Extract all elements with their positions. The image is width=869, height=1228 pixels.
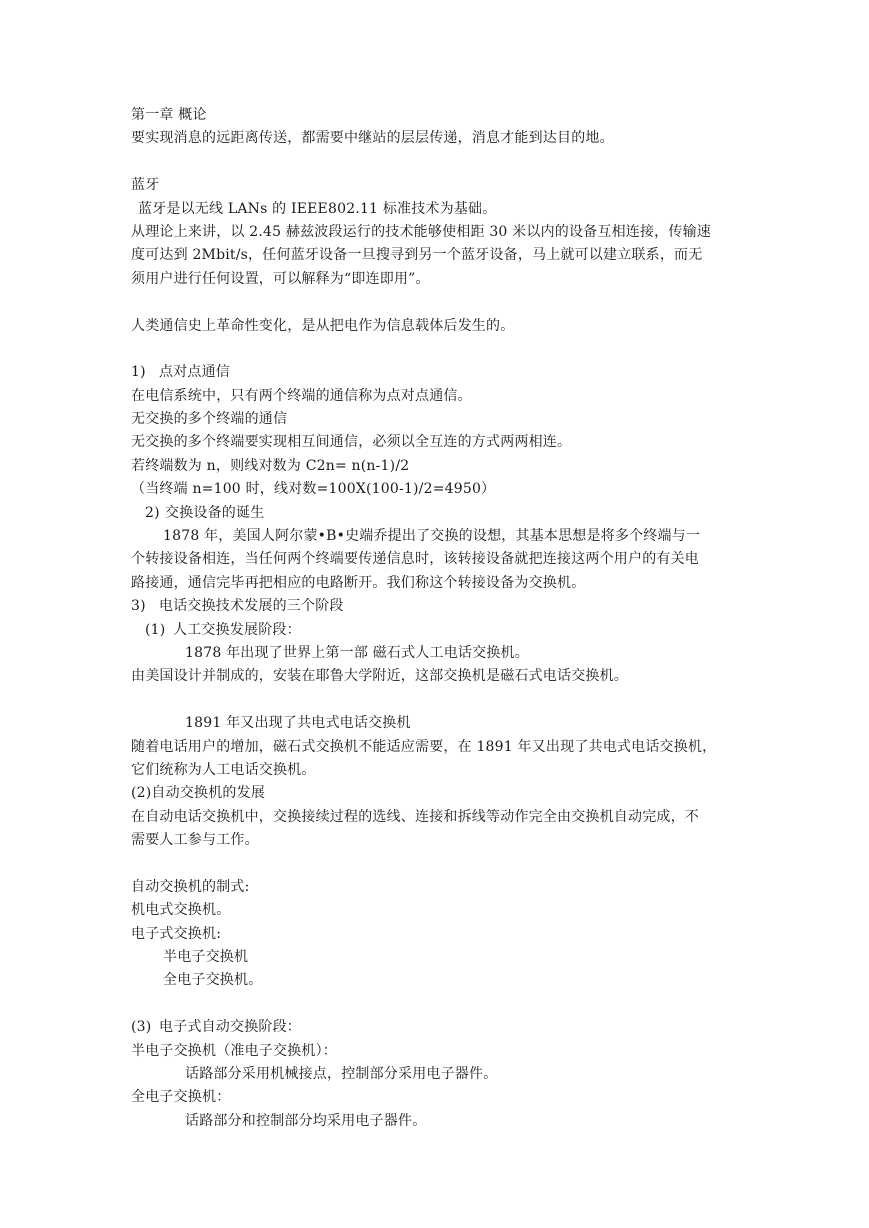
section-title: 点对点通信 [159,364,230,381]
bluetooth-line: 须用户进行任何设置，可以解释为“即连即用”。 [131,270,430,287]
bluetooth-heading: 蓝牙 [131,177,160,194]
phase-heading [131,1016,741,1039]
spacer [131,338,741,361]
phase-number: (1) [145,621,166,638]
section-heading [131,595,741,618]
paragraph: 全电子交换机： [131,1089,231,1106]
paragraph: 它们统称为人工电话交换机。 [131,761,316,778]
paragraph: 1878 年，美国人阿尔蒙•B•史端乔提出了交换的设想，其基本思想是将多个终端与一 [163,528,701,545]
section-number: 3) [131,598,146,615]
bluetooth-line: 蓝牙是以无线 LANs 的 IEEE802.11 标准技术为基础。 [138,200,497,217]
section-number: 1) [131,364,146,381]
paragraph: 1878 年出现了世界上第一部 磁石式人工电话交换机。 [185,644,529,661]
paragraph: 半电子交换机（准电子交换机）： [131,1042,337,1059]
subheading: 无交换的多个终端的通信 [131,411,288,428]
list-heading: 自动交换机的制式: [131,878,250,895]
paragraph: 在电信系统中，只有两个终端的通信称为点对点通信。 [131,387,472,404]
list-subitem: 全电子交换机。 [163,972,263,989]
bluetooth-line: 从理论上来讲，以 2.45 赫兹波段运行的技术能够使相距 30 米以内的设备互相连接，传输速 [131,223,711,240]
paragraph: 话路部分和控制部分均采用电子器件。 [185,1112,427,1129]
phase-heading: (2)自动交换机的发展 [131,785,266,802]
section-heading [131,502,741,525]
paragraph: 个转接设备相连，当任何两个终端要传递信息时，该转接设备就把连接这两个用户的有关电 [131,551,699,568]
paragraph: 在自动电话交换机中，交换接续过程的选线、连接和拆线等动作完全由交换机自动完成，不 [131,808,699,825]
spacer [131,853,741,876]
phase-title: 人工交换发展阶段： [173,621,301,638]
phase-number: (3) [131,1019,152,1036]
paragraph: 1891 年又出现了共电式电话交换机 [185,715,411,732]
paragraph: 需要人工参与工作。 [131,832,259,849]
paragraph: 无交换的多个终端要实现相互间通信，必须以全互连的方式两两相连。 [131,434,572,451]
formula-line: 若终端数为 n，则线对数为 C2n= n(n-1)/2 [131,457,410,474]
chapter-title: 第一章 概论 [131,107,207,123]
section-title: 电话交换技术发展的三个阶段 [159,598,344,615]
phase-heading [131,619,741,642]
list-item: 机电式交换机。 [131,902,231,919]
section-number: 2) [145,504,160,521]
spacer [131,689,741,712]
revolution-paragraph: 人类通信史上革命性变化，是从把电作为信息载体后发生的。 [131,317,515,334]
section-heading [131,361,741,384]
formula-example: （当终端 n=100 时，线对数=100X(100-1)/2=4950） [131,481,496,498]
section-title: 交换设备的诞生 [165,504,265,521]
spacer [131,993,741,1016]
paragraph: 由美国设计并制成的，安装在耶鲁大学附近，这部交换机是磁石式电话交换机。 [131,668,628,685]
paragraph: 路接通，通信完毕再把相应的电路断开。我们称这个转接设备为交换机。 [131,574,586,591]
list-subitem: 半电子交换机 [163,949,249,966]
spacer [131,151,741,174]
phase-title: 电子式自动交换阶段： [159,1019,301,1036]
intro-paragraph: 要实现消息的远距离传送，都需要中继站的层层传递，消息才能到达目的地。 [131,130,614,147]
spacer [131,291,741,314]
paragraph: 随着电话用户的增加，磁石式交换机不能适应需要，在 1891 年又出现了共电式电话交换机， [131,738,717,755]
list-item: 电子式交换机: [131,925,222,942]
paragraph: 话路部分采用机械接点，控制部分采用电子器件。 [185,1066,498,1083]
bluetooth-line: 度可达到 2Mbit/s，任何蓝牙设备一旦搜寻到另一个蓝牙设备，马上就可以建立联系，而无 [131,247,703,264]
document-page [131,104,741,1133]
